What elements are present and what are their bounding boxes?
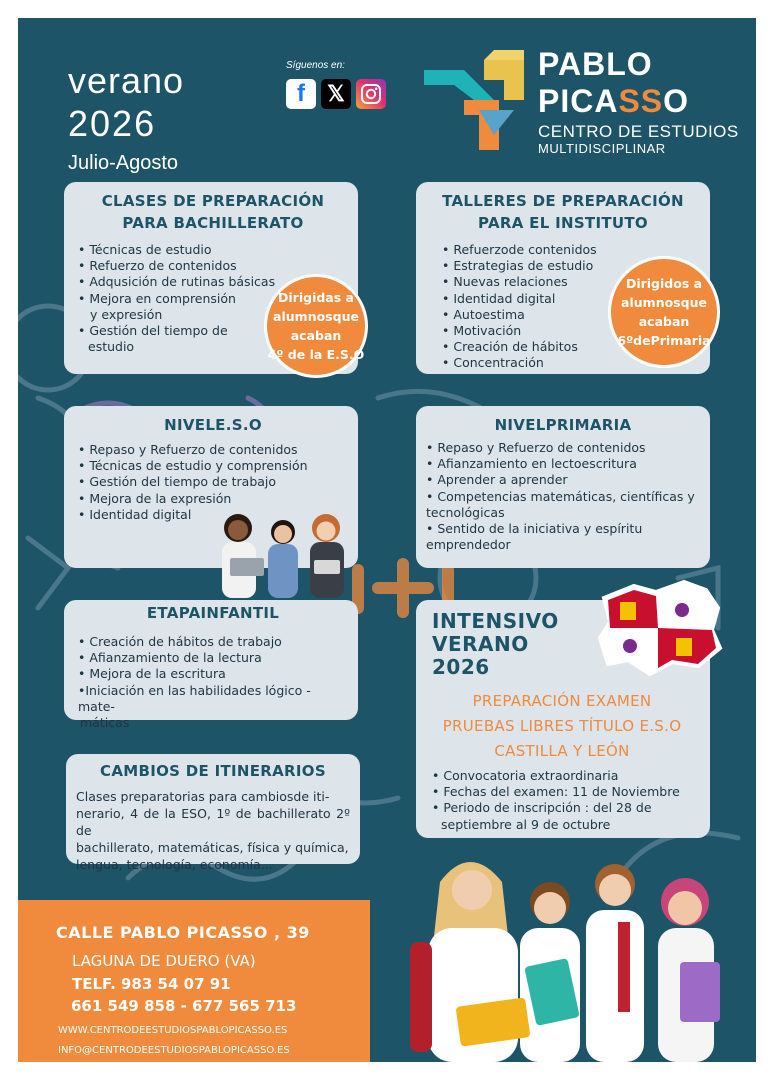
card-list bbox=[78, 634, 348, 731]
students-photo bbox=[208, 498, 358, 598]
card-list bbox=[432, 768, 700, 833]
card-title: NIVELE.S.O bbox=[164, 416, 262, 434]
poster bbox=[18, 18, 756, 1062]
students-group-photo bbox=[380, 832, 750, 1062]
card-list bbox=[426, 440, 700, 553]
list-item: • Afianzamiento en lectoescritura bbox=[426, 456, 700, 472]
follow-label: Síguenos en: bbox=[286, 60, 345, 71]
phone[interactable]: TELF. 983 54 07 91 bbox=[72, 975, 231, 993]
list-item: • Afianzamiento de la lectura bbox=[78, 650, 348, 666]
list-item: • Concentración bbox=[442, 355, 700, 371]
card-title: CAMBIOS DE ITINERARIOS bbox=[100, 762, 326, 780]
x-icon[interactable]: 𝕏 bbox=[321, 79, 351, 109]
itinerarios-text: Clases preparatorias para cambiosde iti- nerario, 4 de la ESO, 1º de bachillerato 2º de bachillerato, matemáticas, física y química, lengua, tecnología, economía... bbox=[76, 789, 350, 872]
card-title: ETAPAINFANTIL bbox=[146, 604, 280, 622]
list-item: •Iniciación en las habilidades lógico - mate- bbox=[78, 682, 311, 714]
list-item: • Aprender a aprender bbox=[426, 472, 700, 488]
season-year: 2026 bbox=[68, 103, 157, 144]
list-item: • Mejora de la expresión bbox=[78, 491, 348, 507]
brand-text bbox=[538, 46, 739, 156]
facebook-icon[interactable]: f bbox=[286, 79, 316, 109]
intensivo-exam-info: PREPARACIÓN EXAMEN PRUEBAS LIBRES TÍTULO E.S.O CASTILLA Y LEÓN bbox=[442, 692, 682, 760]
list-item: • Estrategias de estudio bbox=[442, 258, 700, 274]
list-item: • Competencias matemáticas, científicas y bbox=[426, 489, 700, 505]
brand-logo bbox=[424, 40, 744, 170]
badge-bachillerato: Dirigidas a alumnosque acaban 4º de la E.S.O bbox=[264, 274, 368, 378]
list-item: • Refuerzo de contenidos bbox=[78, 258, 348, 274]
list-item: • Identidad digital bbox=[442, 291, 700, 307]
card-itinerarios bbox=[66, 754, 360, 872]
list-item: • Mejora en comprensión bbox=[78, 291, 348, 307]
list-item-cont: emprendedor bbox=[426, 537, 511, 553]
list-item-cont: y expresión bbox=[90, 306, 163, 322]
list-item: • Creación de hábitos de trabajo bbox=[78, 634, 348, 650]
list-item: • Nuevas relaciones bbox=[442, 274, 700, 290]
card-title: CLASES DE PREPARACIÓN PARA BACHILLERATO bbox=[101, 192, 325, 232]
list-item: • Convocatoria extraordinaria bbox=[432, 768, 700, 784]
brand-subtitle-2: MULTIDISCIPLINAR bbox=[538, 141, 666, 156]
list-item: • Creación de hábitos bbox=[442, 339, 700, 355]
list-item-cont: septiembre al 9 de octubre bbox=[441, 816, 611, 832]
list-item: • Identidad digital bbox=[78, 507, 348, 523]
list-item: • Autoestima bbox=[442, 307, 700, 323]
badge-instituto: Dirigidos a alumnosque acaban 6ºdePrimaria bbox=[608, 256, 720, 368]
list-item: • Técnicas de estudio bbox=[78, 242, 348, 258]
list-item: • Técnicas de estudio y comprensión bbox=[78, 458, 348, 474]
address: CALLE PABLO PICASSO , 39 bbox=[56, 923, 310, 942]
contact-box bbox=[18, 900, 370, 1062]
instagram-icon[interactable] bbox=[356, 79, 386, 109]
list-item: • Refuerzode contenidos bbox=[442, 242, 700, 258]
list-item: • Gestión del tiempo de trabajo bbox=[78, 474, 348, 490]
list-item: • Periodo de inscripción : del 28 de bbox=[432, 800, 700, 816]
card-infantil bbox=[64, 600, 358, 731]
list-item: • Repaso y Refuerzo de contenidos bbox=[426, 440, 700, 456]
list-item: • Adqusición de rutinas básicas bbox=[78, 274, 348, 290]
list-item: • Mejora de la escritura bbox=[78, 666, 348, 682]
list-item-cont: máticas bbox=[80, 715, 130, 731]
list-item-cont: tecnológicas bbox=[426, 504, 505, 520]
castilla-leon-map-icon bbox=[594, 578, 724, 678]
website-link[interactable]: WWW.CENTRODEESTUDIOSPABLOPICASSO.ES bbox=[58, 1025, 288, 1036]
email-link[interactable]: INFO@CENTRODEESTUDIOSPABLOPICASSO.ES bbox=[58, 1045, 290, 1056]
list-item: • Gestión del tiempo de bbox=[78, 323, 348, 339]
logo-mark-icon bbox=[424, 40, 534, 150]
card-title: NIVELPRIMARIA bbox=[494, 416, 632, 434]
list-item: • Motivación bbox=[442, 323, 700, 339]
mobiles[interactable]: 661 549 858 - 677 565 713 bbox=[71, 997, 297, 1015]
brand-pablo: PABLO bbox=[538, 46, 653, 82]
social-block bbox=[286, 60, 416, 109]
intensivo-title: INTENSIVO VERANO 2026 bbox=[432, 609, 559, 679]
season-word: verano bbox=[68, 60, 185, 101]
list-item: • Fechas del examen: 11 de Noviembre bbox=[432, 784, 700, 800]
city: LAGUNA DE DUERO (VA) bbox=[72, 952, 256, 970]
season-months: Julio-Agosto bbox=[68, 152, 179, 174]
card-primaria bbox=[416, 406, 710, 568]
list-item: • Repaso y Refuerzo de contenidos bbox=[78, 442, 348, 458]
list-item-cont: estudio bbox=[88, 339, 135, 355]
brand-picasso: PICASSO bbox=[538, 83, 690, 119]
card-title: TALLERES DE PREPARACIÓN PARA EL INSTITUTO bbox=[442, 192, 684, 232]
brand-subtitle: CENTRO DE ESTUDIOS bbox=[538, 122, 739, 141]
list-item: • Sentido de la iniciativa y espíritu bbox=[426, 521, 700, 537]
season-heading bbox=[68, 60, 184, 178]
